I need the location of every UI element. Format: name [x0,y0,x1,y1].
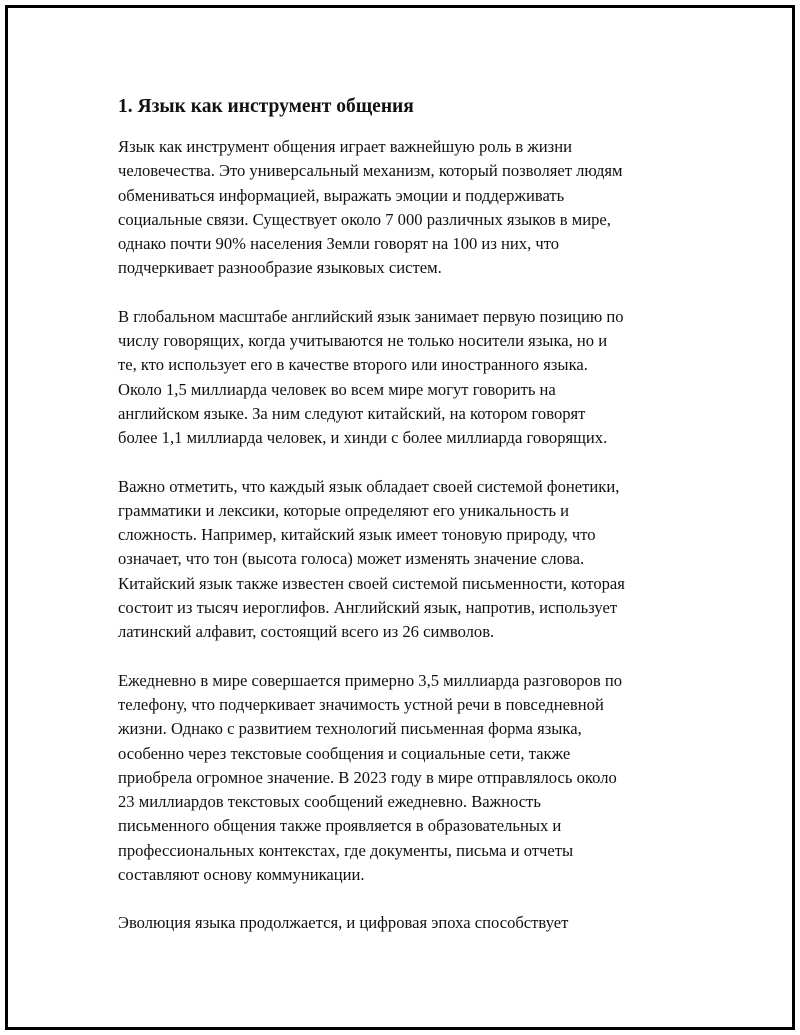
document-body [118,94,688,960]
paragraph-2 [118,305,688,451]
text-line: Ежедневно в мире совершается примерно 3,5 миллиарда разговоров по [118,670,623,690]
paragraph-4 [118,669,688,888]
text-line: означает, что тон (высота голоса) может изменять значение слова. [118,549,585,569]
text-line: числу говорящих, когда учитываются не только носители языка, но и [118,331,608,351]
text-line: латинский алфавит, состоящий всего из 26 символов. [118,622,495,642]
text-line: приобрела огромное значение. В 2023 году в мире отправлялось около [118,767,617,787]
text-line: человечества. Это универсальный механизм, который позволяет людям [118,161,623,181]
text-line: социальные связи. Существует около 7 000 различных языков в мире, [118,209,611,229]
text-line: те, кто использует его в качестве второго или иностранного языка. [118,355,588,375]
paragraph-1 [118,135,688,281]
paragraph-3 [118,475,688,645]
paragraph-5 [118,911,688,935]
text-line: В глобальном масштабе английский язык занимает первую позицию по [118,306,624,326]
section-heading: 1. Язык как инструмент общения [118,96,414,117]
text-line: Около 1,5 миллиарда человек во всем мире могут говорить на [118,379,556,399]
text-line: подчеркивает разнообразие языковых систем. [118,258,442,278]
text-line: Китайский язык также известен своей системой письменности, которая [118,573,625,593]
text-line: письменного общения также проявляется в образовательных и [118,816,562,836]
text-line: Эволюция языка продолжается, и цифровая эпоха способствует [118,913,569,933]
text-line: обмениваться информацией, выражать эмоции и поддерживать [118,185,565,205]
text-line: профессиональных контекстах, где документы, письма и отчеты [118,840,574,860]
text-line: более 1,1 миллиарда человек, и хинди с более миллиарда говорящих. [118,428,608,448]
text-line: Язык как инструмент общения играет важнейшую роль в жизни [118,137,572,156]
text-line: особенно через текстовые сообщения и социальные сети, также [118,743,571,763]
text-line: 23 миллиардов текстовых сообщений ежедневно. Важность [118,792,541,812]
text-line: составляют основу коммуникации. [118,865,365,885]
text-line: телефону, что подчеркивает значимость устной речи в повседневной [118,694,604,714]
text-line: состоит из тысяч иероглифов. Английский язык, напротив, использует [118,598,618,618]
text-line: однако почти 90% населения Земли говорят на 100 из них, что [118,234,560,254]
text-line: английском языке. За ним следуют китайский, на котором говорят [118,403,586,423]
text-line: Важно отметить, что каждый язык обладает своей системой фонетики, [118,476,620,496]
text-line: сложность. Например, китайский язык имеет тоновую природу, что [118,525,596,545]
text-line: грамматики и лексики, которые определяют его уникальность и [118,500,570,520]
text-line: жизни. Однако с развитием технологий письменная форма языка, [118,719,582,739]
